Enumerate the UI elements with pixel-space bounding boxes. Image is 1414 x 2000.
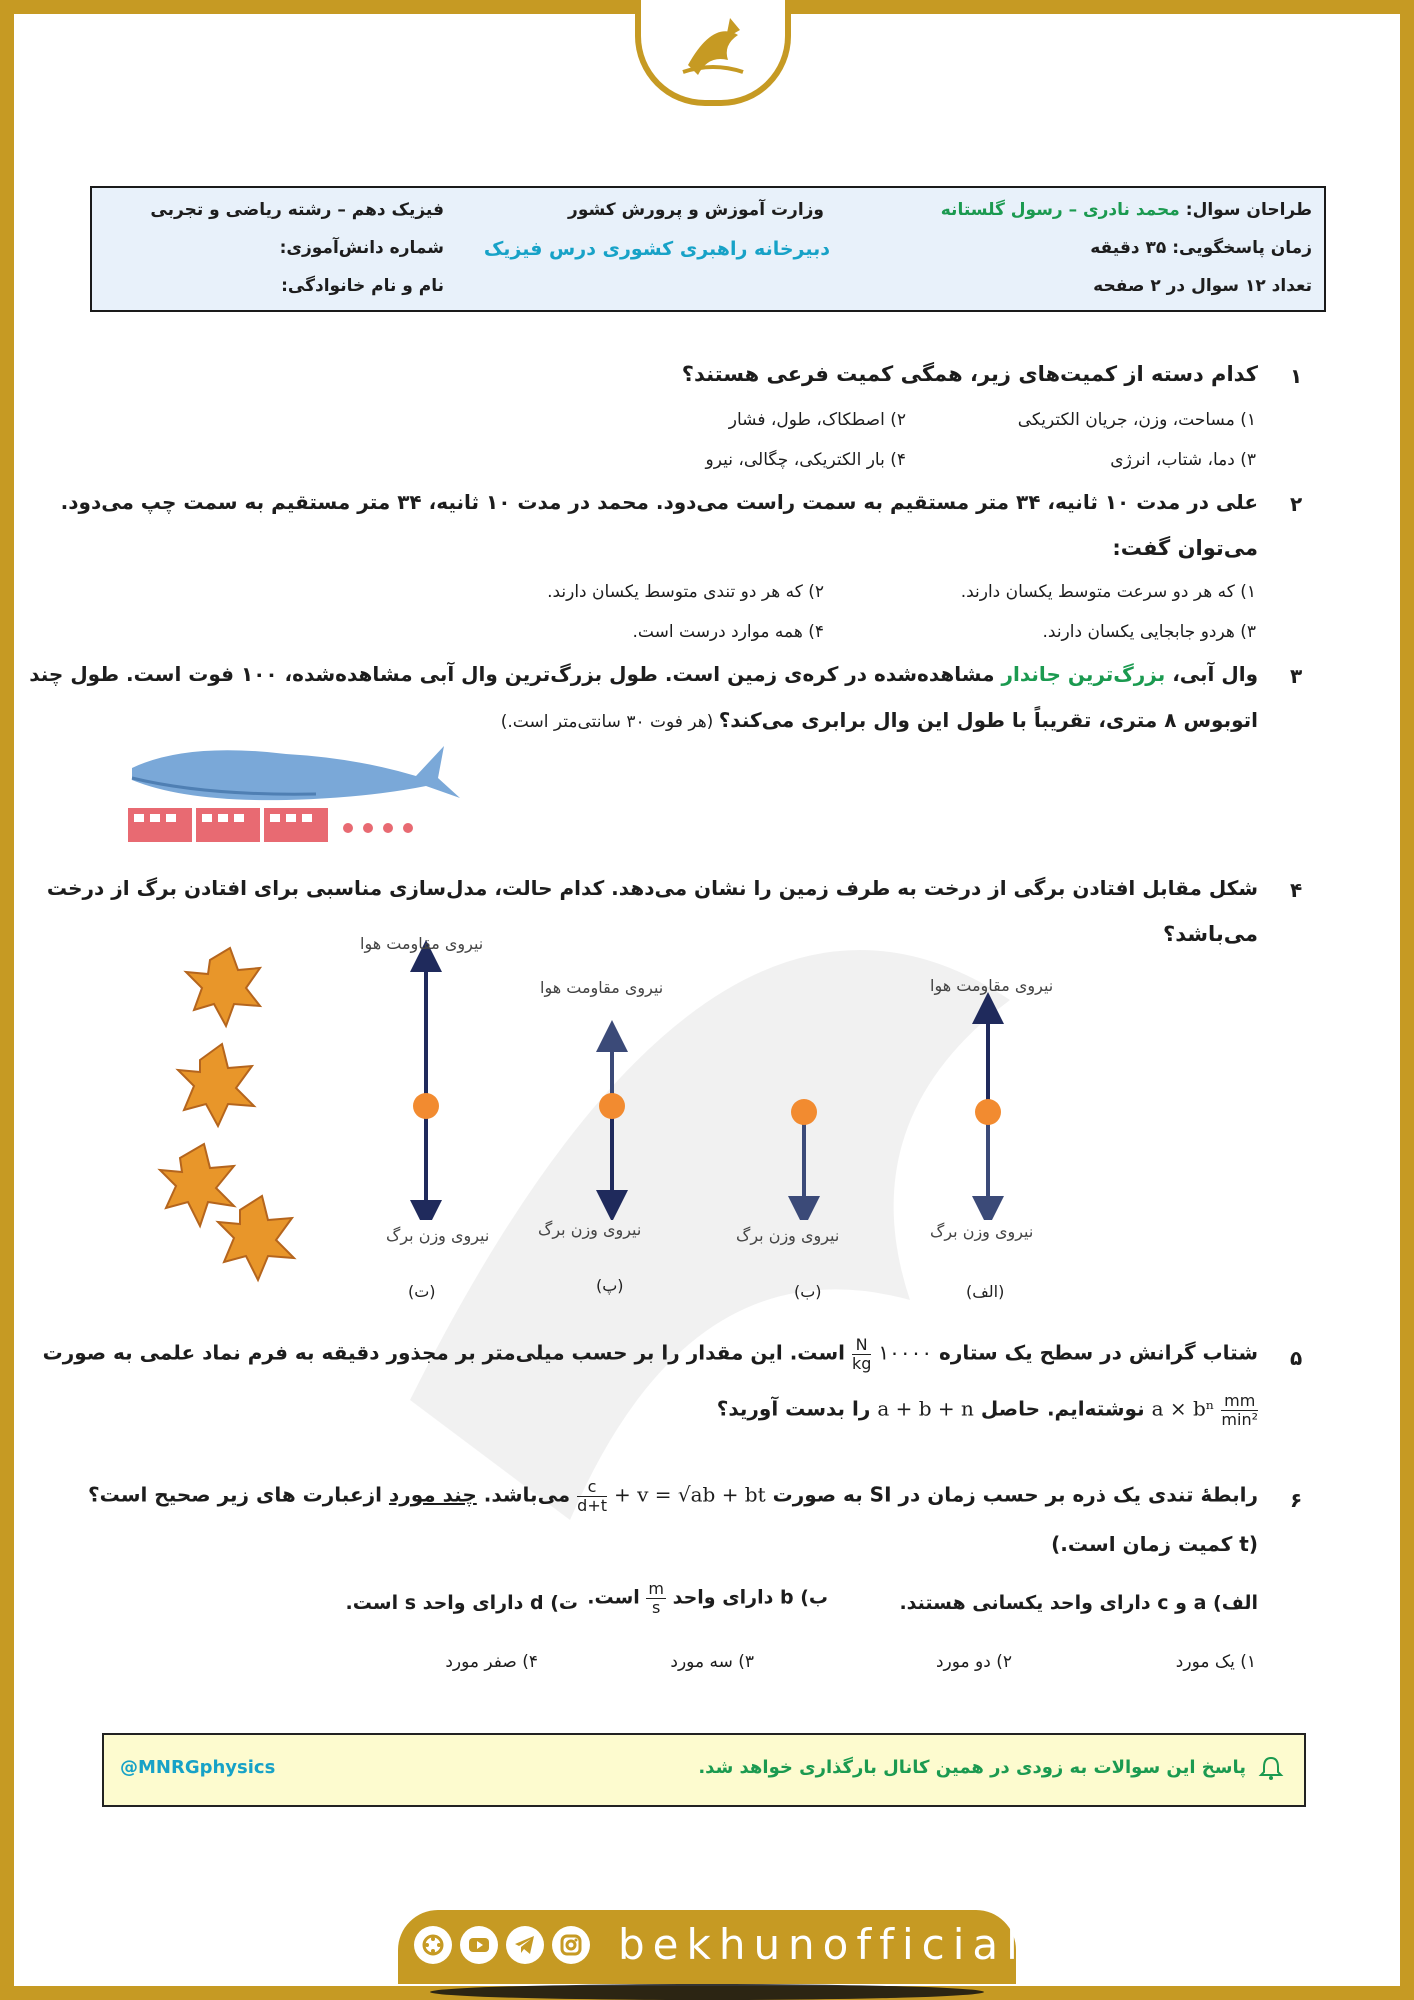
falling-leaves-illustration xyxy=(150,940,320,1286)
option-label-be[interactable]: (ب) xyxy=(794,1282,822,1301)
question-3-line2: اتوبوس ۸ متری، تقریباً با طول این وال برابری می‌کند؟ (هر فوت ۳۰ سانتی‌متر است.) xyxy=(500,708,1258,732)
question-count: تعداد ۱۲ سوال در ۲ صفحه xyxy=(1093,276,1312,296)
q2-option-1[interactable]: ۱) که هر دو سرعت متوسط یکسان دارند. xyxy=(960,582,1256,602)
weight-label: نیروی وزن برگ xyxy=(538,1220,642,1239)
bar-shadow xyxy=(430,1984,984,2000)
ministry: وزارت آموزش و پرورش کشور xyxy=(568,200,824,220)
weight-label: نیروی وزن برگ xyxy=(386,1226,490,1245)
notice-bar xyxy=(102,1733,1306,1807)
air-resistance-label: نیروی مقاومت هوا xyxy=(540,978,664,997)
aparat-icon[interactable] xyxy=(414,1926,452,1964)
telegram-icon[interactable] xyxy=(506,1926,544,1964)
answer-time: زمان پاسخگویی: ۳۵ دقیقه xyxy=(1090,238,1312,258)
question-number: ۴ xyxy=(1290,878,1303,902)
q6-statement-te: ت) d دارای واحد s است. xyxy=(345,1592,578,1614)
question-2-line1: علی در مدت ۱۰ ثانیه، ۳۴ متر مستقیم به سمت راست می‌دود. محمد در مدت ۱۰ ثانیه، ۳۴ متر مستقیم به سمت چپ می‌دود. xyxy=(60,490,1258,514)
option-label-pe[interactable]: (پ) xyxy=(596,1276,624,1295)
q6-option-1[interactable]: ۱) یک مورد xyxy=(1175,1652,1256,1672)
weight-label: نیروی وزن برگ xyxy=(930,1222,1034,1241)
q2-option-2[interactable]: ۲) که هر دو تندی متوسط یکسان دارند. xyxy=(547,582,824,602)
air-resistance-label: نیروی مقاومت هوا xyxy=(360,934,484,953)
question-2-line2: می‌توان گفت: xyxy=(1112,536,1258,560)
question-4-line1: شکل مقابل افتادن برگی از درخت به طرف زمین را نشان می‌دهد. کدام حالت، مدل‌سازی مناسبی برای افتادن برگ از درخت xyxy=(46,876,1258,900)
q6-statement-be: ب) b دارای واحد $\frac{m}{s}$ است. xyxy=(587,1579,828,1617)
student-name-field: نام و نام خانوادگی: xyxy=(281,276,444,296)
q6-option-2[interactable]: ۲) دو مورد xyxy=(935,1652,1012,1672)
q6-option-3[interactable]: ۳) سه مورد xyxy=(670,1652,754,1672)
youtube-icon[interactable] xyxy=(460,1926,498,1964)
question-number: ۶ xyxy=(1290,1488,1303,1512)
question-3-line1: وال آبی، بزرگ‌ترین جاندار مشاهده‌شده در کره‌ی زمین است. طول بزرگ‌ترین وال آبی مشاهده‌شده، ۱۰۰ فوت است. طول چند xyxy=(29,662,1258,686)
q2-option-3[interactable]: ۳) هردو جابجایی یکسان دارند. xyxy=(1042,622,1256,642)
question-1-text: کدام دسته از کمیت‌های زیر، همگی کمیت فرعی هستند؟ xyxy=(681,362,1258,386)
q1-option-4[interactable]: ۴) بار الکتریکی، چگالی، نیرو xyxy=(705,450,906,470)
q1-option-2[interactable]: ۲) اصطکاک، طول، فشار xyxy=(728,410,906,430)
channel-handle[interactable]: @MNRGphysics xyxy=(120,1757,276,1778)
question-5-line2: $\frac{mm}{\text{min²}}$ a × bⁿ نوشته‌ایم. حاصل a + b + n را بدست آورید؟ xyxy=(716,1391,1258,1429)
question-4-line2: می‌باشد؟ xyxy=(1163,922,1258,946)
q1-option-3[interactable]: ۳) دما، شتاب، انرژی xyxy=(1110,450,1256,470)
question-number: ۲ xyxy=(1290,492,1303,516)
q1-option-1[interactable]: ۱) مساحت، وزن، جریان الکتریکی xyxy=(1017,410,1256,430)
question-6-line1: رابطهٔ تندی یک ذره بر حسب زمان در SI به صورت v = √ab + bt + $\frac{c}{d+t}$ می‌باشد. چند مورد ازعبارت های زیر صحیح است؟ xyxy=(88,1477,1258,1515)
weight-label: نیروی وزن برگ xyxy=(736,1226,840,1245)
whale-bus-illustration xyxy=(126,728,462,846)
q6-statement-alef: الف) a و c دارای واحد یکسانی هستند. xyxy=(899,1592,1258,1614)
student-number-field: شماره دانش‌آموزی: xyxy=(279,238,444,258)
q2-option-4[interactable]: ۴) همه موارد درست است. xyxy=(632,622,824,642)
social-icons xyxy=(414,1926,590,1964)
instagram-icon[interactable] xyxy=(552,1926,590,1964)
bell-icon xyxy=(1258,1755,1284,1785)
q6-option-4[interactable]: ۴) صفر مورد xyxy=(445,1652,538,1672)
secretariat: دبیرخانه راهبری کشوری درس فیزیک xyxy=(483,238,830,260)
social-handle[interactable]: bekhunofficial xyxy=(618,1920,1026,1969)
notice-text: پاسخ این سوالات به زودی در همین کانال بارگذاری خواهد شد. xyxy=(698,1757,1246,1778)
course: فیزیک دهم – رشته ریاضی و تجربی xyxy=(150,200,444,220)
question-number: ۱ xyxy=(1290,364,1303,388)
question-number: ۳ xyxy=(1290,664,1303,688)
option-label-te[interactable]: (ت) xyxy=(408,1282,436,1301)
option-label-alef[interactable]: (الف) xyxy=(966,1282,1005,1301)
air-resistance-label: نیروی مقاومت هوا xyxy=(930,976,1054,995)
designers: طراحان سوال: محمد نادری – رسول گلستانه xyxy=(940,200,1312,220)
question-5-line1: شتاب گرانش در سطح یک ستاره ۱۰۰۰۰ $\frac{N}{kg}$ است. این مقدار را بر حسب میلی‌متر بر مجذور دقیقه به فرم نماد علمی به صورت xyxy=(42,1335,1258,1373)
question-6-line2: (t کمیت زمان است.) xyxy=(1051,1532,1258,1556)
question-number: ۵ xyxy=(1290,1346,1303,1370)
exam-info-box xyxy=(90,186,1326,312)
